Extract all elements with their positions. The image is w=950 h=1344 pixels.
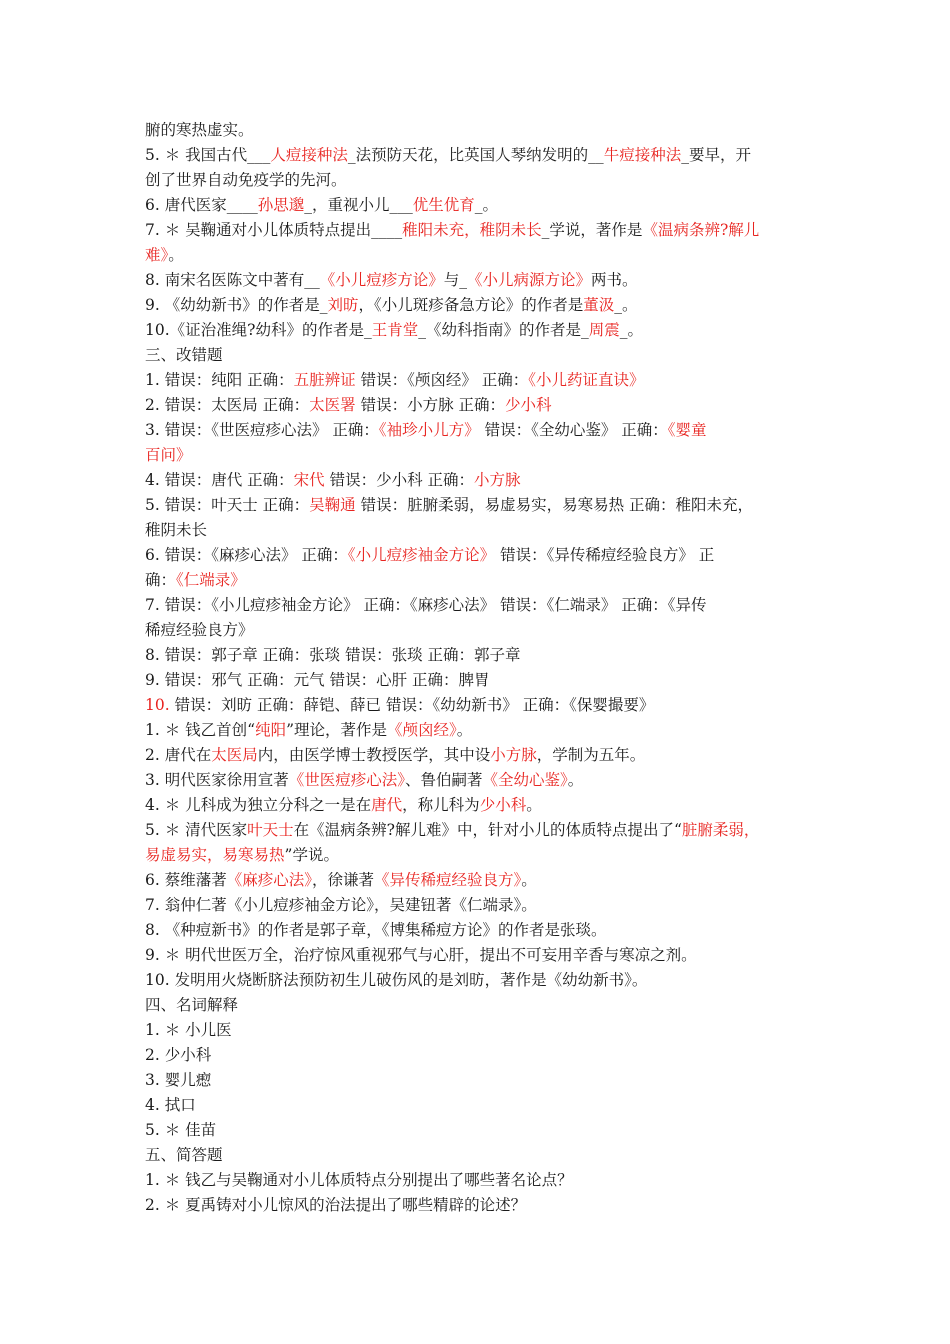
answer-text: 《全幼心鉴》 xyxy=(482,771,568,789)
text-line xyxy=(145,518,817,543)
text-line xyxy=(145,1118,817,1143)
answer-text: 易虚易实，易寒易热 xyxy=(145,846,285,864)
answer-text: 《袖珍小儿方》 xyxy=(378,421,480,439)
text-line xyxy=(145,293,817,318)
text-line xyxy=(145,1168,817,1193)
answer-text: 难》 xyxy=(145,246,169,264)
text-segment: 2. 错误：太医局 正确： xyxy=(145,396,310,414)
text-segment: 7. 错误：《小儿痘疹袖金方论》 正确：《麻疹心法》 错误：《仁端录》 正确：《异传 xyxy=(145,596,707,614)
text-segment: 稀痘经验良方》 xyxy=(145,621,254,639)
text-line xyxy=(145,343,817,368)
text-line xyxy=(145,643,817,668)
answer-text: 《小儿病源方论》 xyxy=(467,271,592,289)
text-line xyxy=(145,393,817,418)
text-segment: 6. 蔡维藩著 xyxy=(145,871,227,889)
answer-text: 周震 xyxy=(588,321,620,339)
answer-text: 《温病条辨?解儿 xyxy=(642,221,760,239)
text-segment: 。 xyxy=(168,246,184,264)
text-segment: 8. 错误：郭子章 正确：张琰 错误：张琰 正确：郭子章 xyxy=(145,646,521,664)
answer-text: 《麻疹心法》 xyxy=(226,871,312,889)
text-line xyxy=(145,268,817,293)
text-line xyxy=(145,318,817,343)
text-line xyxy=(145,768,817,793)
answer-text: 唐代 xyxy=(371,796,403,814)
text-line xyxy=(145,743,817,768)
answer-text: 太医局 xyxy=(211,746,258,764)
document-body xyxy=(145,118,817,1218)
text-segment: _。 xyxy=(614,296,638,314)
text-segment: 5. ＊ 佳苗 xyxy=(145,1121,217,1139)
text-line xyxy=(145,568,817,593)
text-segment: 4. ＊ 儿科成为独立分科之一是在 xyxy=(145,796,372,814)
text-segment: 2. ＊ 夏禹铸对小儿惊风的治法提出了哪些精辟的论述？ xyxy=(145,1196,527,1214)
text-line xyxy=(145,1043,817,1068)
text-line xyxy=(145,818,817,843)
answer-text: 人痘接种法 xyxy=(270,146,348,164)
text-segment: 错误：《异传稀痘经验良方》 正 xyxy=(495,546,715,564)
answer-text: 《颅囟经》 xyxy=(387,721,457,739)
text-segment: 五、简答题 xyxy=(145,1146,223,1164)
text-segment: 2. 少小科 xyxy=(145,1046,212,1064)
text-line xyxy=(145,418,817,443)
text-line xyxy=(145,668,817,693)
text-segment: _学说，著作是 xyxy=(541,221,643,239)
text-segment: 2. 唐代在 xyxy=(145,746,212,764)
text-segment: 。 xyxy=(567,771,584,789)
answer-text: 《小儿痘疹袖金方论》 xyxy=(347,546,496,564)
text-segment: 10. 发明用火烧断脐法预防初生儿破伤风的是刘昉，著作是《幼幼新书》。 xyxy=(145,971,648,989)
answer-text: 小方脉 xyxy=(490,746,537,764)
text-segment: 确： xyxy=(145,571,177,589)
text-segment: ，《小儿斑疹备急方论》的作者是 xyxy=(358,296,584,314)
text-segment: 5. ＊ 清代医家 xyxy=(145,821,248,839)
answer-text: 优生优育 xyxy=(412,196,475,214)
answer-text: 小方脉 xyxy=(474,471,521,489)
text-segment: 两书。 xyxy=(591,271,638,289)
answer-text: 《婴童 xyxy=(667,421,707,439)
text-line xyxy=(145,1018,817,1043)
text-segment: 6. 错误：《麻疹心法》 正确： xyxy=(145,546,348,564)
answer-text: 王肯堂 xyxy=(371,321,419,339)
text-line xyxy=(145,443,817,468)
text-line xyxy=(145,468,817,493)
text-segment: 。 xyxy=(526,796,542,814)
text-segment: _法预防天花，比英国人琴纳发明的__ xyxy=(347,146,604,164)
text-segment: 4. 错误：唐代 正确： xyxy=(145,471,294,489)
text-line xyxy=(145,793,817,818)
text-segment: 1. ＊ 小儿医 xyxy=(145,1021,232,1039)
answer-text: 纯阳 xyxy=(255,721,287,739)
text-segment: 1. ＊ 钱乙首创“ xyxy=(145,721,256,739)
text-segment: 5. 错误：叶天士 正确： xyxy=(145,496,310,514)
answer-text: 《小儿药证直诀》 xyxy=(528,371,645,389)
text-segment: _。 xyxy=(474,196,499,214)
text-segment: 。 xyxy=(456,721,473,739)
text-segment: 8. 《种痘新书》的作者是郭子章，《博集稀痘方论》的作者是张琰。 xyxy=(145,921,607,939)
answer-text: 董汲 xyxy=(583,296,615,314)
text-line xyxy=(145,368,817,393)
text-segment: 在《温病条辨?解儿难》中，针对小儿的体质特点提出了“ xyxy=(293,821,682,839)
text-segment: 创了世界自动免疫学的先河。 xyxy=(145,171,347,189)
text-segment: 错误：《全幼心鉴》 正确： xyxy=(479,421,668,439)
text-line xyxy=(145,893,817,918)
text-segment: 错误：刘昉 正确：薛铠、薛已 错误：《幼幼新书》 正确：《保婴撮要》 xyxy=(169,696,655,714)
answer-text: 少小科 xyxy=(479,796,527,814)
text-segment: 稚阴未长 xyxy=(145,521,208,539)
answer-text: 太医署 xyxy=(309,396,356,414)
text-line xyxy=(145,1068,817,1093)
text-line xyxy=(145,968,817,993)
text-line xyxy=(145,1093,817,1118)
text-segment: 、鲁伯嗣著 xyxy=(404,771,483,789)
text-segment: _。 xyxy=(619,321,644,339)
text-segment: 内，由医学博士教授医学，其中设 xyxy=(257,746,491,764)
text-segment: 3. 明代医家徐用宣著 xyxy=(145,771,289,789)
text-line xyxy=(145,618,817,643)
text-segment: 8. 南宋名医陈文中著有__ xyxy=(145,271,320,289)
text-segment: ，徐谦著 xyxy=(311,871,374,889)
text-line xyxy=(145,243,817,268)
answer-text: 少小科 xyxy=(505,396,552,414)
text-segment: 错误：小方脉 正确： xyxy=(355,396,506,414)
text-line xyxy=(145,1193,817,1218)
text-segment: 3. 婴儿瘛 xyxy=(145,1071,212,1089)
text-segment: 错误：《颅囟经》 正确： xyxy=(355,371,529,389)
text-line xyxy=(145,718,817,743)
text-segment: ”理论，著作是 xyxy=(286,721,388,739)
text-line xyxy=(145,143,817,168)
text-segment: 10.《证治准绳?幼科》的作者是_ xyxy=(145,321,372,339)
text-segment: 9. 《幼幼新书》的作者是_ xyxy=(145,296,328,314)
text-segment: 错误：脏腑柔弱，易虚易实，易寒易热 正确：稚阳未充， xyxy=(355,496,754,514)
text-segment: 与_ xyxy=(443,271,467,289)
answer-text: 叶天士 xyxy=(247,821,294,839)
text-line xyxy=(145,593,817,618)
text-segment: 。 xyxy=(521,871,537,889)
text-segment: 四、名词解释 xyxy=(145,996,239,1014)
answer-text: 刘昉 xyxy=(327,296,359,314)
text-line xyxy=(145,218,817,243)
text-segment: 三、改错题 xyxy=(145,346,223,364)
text-line xyxy=(145,543,817,568)
answer-text: 《仁端录》 xyxy=(176,571,246,589)
text-segment: 7. 翁仲仁著《小儿痘疹袖金方论》，吴建钮著《仁端录》。 xyxy=(145,896,537,914)
text-segment: ，学制为五年。 xyxy=(536,746,646,764)
answer-text: 10. xyxy=(145,696,170,714)
text-line xyxy=(145,168,817,193)
text-segment: 9. 错误：邪气 正确：元气 错误：心肝 正确：脾胃 xyxy=(145,671,490,689)
text-segment: ”学说。 xyxy=(284,846,339,864)
text-line xyxy=(145,843,817,868)
text-segment: 1. ＊ 钱乙与吴鞠通对小儿体质特点分别提出了哪些著名论点？ xyxy=(145,1171,573,1189)
answer-text: 脏腑柔弱， xyxy=(681,821,760,839)
text-line xyxy=(145,993,817,1018)
answer-text: 吴鞠通 xyxy=(309,496,356,514)
answer-text: 《小儿痘疹方论》 xyxy=(319,271,444,289)
text-line xyxy=(145,193,817,218)
answer-text: 五脏辨证 xyxy=(293,371,356,389)
text-segment: _要早，开 xyxy=(681,146,751,164)
text-line xyxy=(145,1143,817,1168)
text-segment: _《幼科指南》的作者是_ xyxy=(418,321,589,339)
text-segment: 3. 错误：《世医痘疹心法》 正确： xyxy=(145,421,379,439)
text-segment: _，重视小儿___ xyxy=(304,196,413,214)
text-line xyxy=(145,918,817,943)
answer-text: 稚阳未充，稚阴未长 xyxy=(402,221,542,239)
text-segment: 5. ＊ 我国古代___ xyxy=(145,146,271,164)
text-segment: ，称儿科为 xyxy=(402,796,480,814)
answer-text: 宋代 xyxy=(293,471,325,489)
answer-text: 《世医痘疹心法》 xyxy=(288,771,405,789)
answer-text: 《异传稀痘经验良方》 xyxy=(374,871,522,889)
answer-text: 牛痘接种法 xyxy=(603,146,682,164)
text-segment: 7. ＊ 吴鞠通对小儿体质特点提出____ xyxy=(145,221,403,239)
text-line xyxy=(145,118,817,143)
text-segment: 错误：少小科 正确： xyxy=(324,471,475,489)
text-segment: 6. 唐代医家____ xyxy=(145,196,258,214)
text-segment: 1. 错误：纯阳 正确： xyxy=(145,371,294,389)
text-line xyxy=(145,868,817,893)
answer-text: 百问》 xyxy=(145,446,192,464)
answer-text: 孙思邈 xyxy=(257,196,305,214)
text-line xyxy=(145,943,817,968)
text-segment: 腑的寒热虚实。 xyxy=(145,121,254,139)
text-segment: 4. 拭口 xyxy=(145,1096,196,1114)
text-line xyxy=(145,693,817,718)
text-segment: 9. ＊ 明代世医万全，治疗惊风重视邪气与心肝，提出不可妄用辛香与寒凉之剂。 xyxy=(145,946,697,964)
text-line xyxy=(145,493,817,518)
